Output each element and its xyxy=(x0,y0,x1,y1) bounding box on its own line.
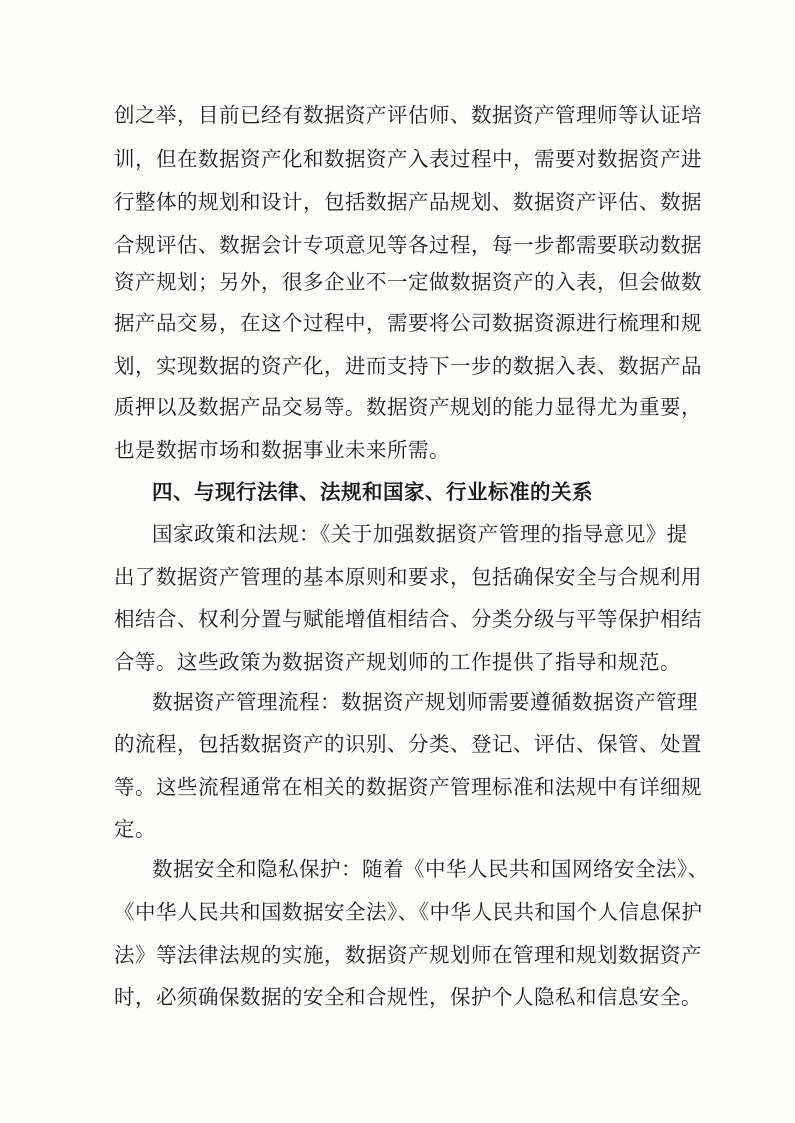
paragraph-line: 资产规划；另外，很多企业不一定做数据资产的入表，但会做数 xyxy=(114,270,702,294)
paragraph-line: 等。这些流程通常在相关的数据资产管理标准和法规中有详细规 xyxy=(114,775,702,799)
paragraph-line: 时，必须确保数据的安全和合规性，保护个人隐私和信息安全。 xyxy=(114,985,702,1009)
paragraph-line: 创之举，目前已经有数据资产评估师、数据资产管理师等认证培 xyxy=(114,103,702,127)
paragraph-line: 国家政策和法规：《关于加强数据资产管理的指导意见》提 xyxy=(152,522,688,546)
paragraph-line: 也是数据市场和数据事业未来所需。 xyxy=(114,438,450,462)
section-heading: 四、与现行法律、法规和国家、行业标准的关系 xyxy=(152,480,593,504)
paragraph-line: 合规评估、数据会计专项意见等各过程，每一步都需要联动数据 xyxy=(114,233,702,257)
paragraph-line: 出了数据资产管理的基本原则和要求，包括确保安全与合规利用 xyxy=(114,565,702,589)
paragraph-line: 相结合、权利分置与赋能增值相结合、分类分级与平等保护相结 xyxy=(114,607,702,631)
paragraph-line: 的流程，包括数据资产的识别、分类、登记、评估、保管、处置 xyxy=(114,732,702,756)
paragraph-line: 划，实现数据的资产化，进而支持下一步的数据入表、数据产品 xyxy=(114,354,702,378)
paragraph-line: 合等。这些政策为数据资产规划师的工作提供了指导和规范。 xyxy=(114,650,681,674)
paragraph-line: 数据安全和隐私保护：随着《中华人民共和国网络安全法》、 xyxy=(152,857,709,881)
paragraph-line: 《中华人民共和国数据安全法》、《中华人民共和国个人信息保护 xyxy=(114,900,703,924)
paragraph-line: 数据资产管理流程：数据资产规划师需要遵循数据资产管理 xyxy=(152,690,698,714)
paragraph-line: 据产品交易，在这个过程中，需要将公司数据资源进行梳理和规 xyxy=(114,311,702,335)
paragraph-line: 训，但在数据资产化和数据资产入表过程中，需要对数据资产进 xyxy=(114,147,702,171)
paragraph-line: 定。 xyxy=(114,817,156,841)
paragraph-line: 质押以及数据产品交易等。数据资产规划的能力显得尤为重要， xyxy=(114,395,702,419)
paragraph-line: 行整体的规划和设计，包括数据产品规划、数据资产评估、数据 xyxy=(114,190,702,214)
paragraph-line: 法》等法律法规的实施，数据资产规划师在管理和规划数据资产 xyxy=(114,943,702,967)
